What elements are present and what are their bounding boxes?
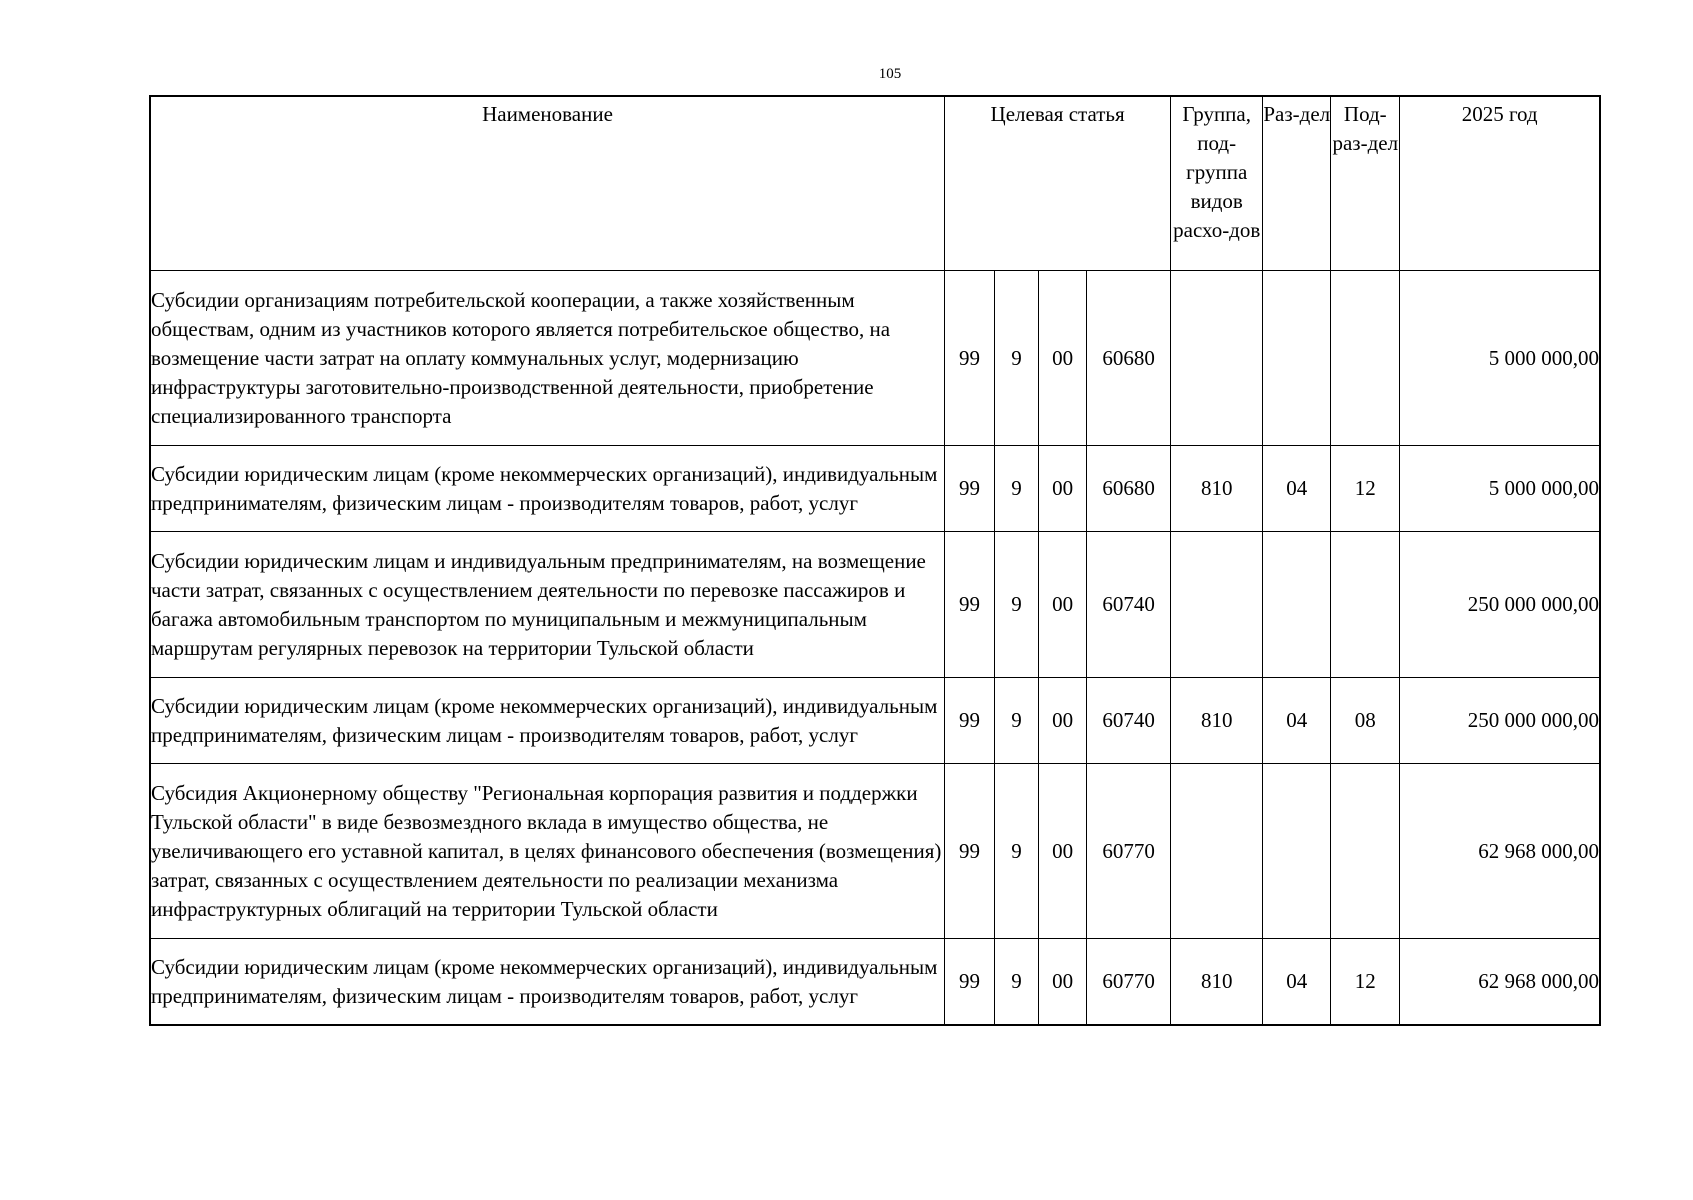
row-code-event: 00: [1039, 678, 1087, 764]
row-code-event: 00: [1039, 446, 1087, 532]
row-section: 04: [1263, 939, 1331, 1026]
row-section: 04: [1263, 678, 1331, 764]
row-code-subprogram: 9: [995, 532, 1039, 678]
row-code-subprogram: 9: [995, 446, 1039, 532]
row-name: Субсидии юридическим лицам (кроме некоммерческих организаций), индивидуальным предпринимателям, физическим лицам - производителям товаров, работ, услуг: [150, 446, 945, 532]
table-row: [150, 764, 1600, 939]
row-amount: 5 000 000,00: [1400, 446, 1600, 532]
header-name: Наименование: [150, 96, 945, 271]
row-code-subprogram: 9: [995, 678, 1039, 764]
row-code-event: 00: [1039, 764, 1087, 939]
row-code-event: 00: [1039, 939, 1087, 1026]
row-name: Субсидии юридическим лицам (кроме некоммерческих организаций), индивидуальным предпринимателям, физическим лицам - производителям товаров, работ, услуг: [150, 678, 945, 764]
row-section: 04: [1263, 446, 1331, 532]
row-amount: 62 968 000,00: [1400, 764, 1600, 939]
header-subsection: Под-раз-дел: [1331, 96, 1400, 271]
row-subsection: 12: [1331, 939, 1400, 1026]
row-code-program: 99: [945, 939, 995, 1026]
row-name: Субсидии организациям потребительской кооперации, а также хозяйственным обществам, одним из участников которого является потребительское общество, на возмещение части затрат на оплату коммунальных услуг, модернизацию инфраструктуры заготовительно-производственной деятельности, приобретение специализированного транспорта: [150, 271, 945, 446]
row-code-program: 99: [945, 678, 995, 764]
row-code-program: 99: [945, 764, 995, 939]
row-expense-group: 810: [1171, 939, 1263, 1026]
row-amount: 250 000 000,00: [1400, 678, 1600, 764]
row-section: [1263, 532, 1331, 678]
row-code-direction: 60680: [1087, 446, 1171, 532]
row-amount: 62 968 000,00: [1400, 939, 1600, 1026]
row-code-direction: 60740: [1087, 532, 1171, 678]
row-code-program: 99: [945, 446, 995, 532]
row-code-event: 00: [1039, 271, 1087, 446]
row-code-subprogram: 9: [995, 271, 1039, 446]
table-row: [150, 678, 1600, 764]
row-expense-group: [1171, 271, 1263, 446]
row-code-direction: 60680: [1087, 271, 1171, 446]
row-subsection: 12: [1331, 446, 1400, 532]
row-expense-group: 810: [1171, 446, 1263, 532]
header-year: 2025 год: [1400, 96, 1600, 271]
row-expense-group: [1171, 764, 1263, 939]
header-expense-group: Группа, под-группа видов расхо-дов: [1171, 96, 1263, 271]
table-row: [150, 532, 1600, 678]
page-number: 105: [878, 66, 902, 82]
row-expense-group: 810: [1171, 678, 1263, 764]
row-code-subprogram: 9: [995, 939, 1039, 1026]
row-code-direction: 60740: [1087, 678, 1171, 764]
row-code-program: 99: [945, 271, 995, 446]
table-row: [150, 271, 1600, 446]
table-row: [150, 939, 1600, 1026]
table-row: [150, 446, 1600, 532]
row-subsection: [1331, 764, 1400, 939]
row-code-direction: 60770: [1087, 939, 1171, 1026]
row-subsection: 08: [1331, 678, 1400, 764]
row-section: [1263, 764, 1331, 939]
row-subsection: [1331, 271, 1400, 446]
header-section: Раз-дел: [1263, 96, 1331, 271]
table-header-row: [150, 96, 1600, 271]
row-name: Субсидии юридическим лицам и индивидуальным предпринимателям, на возмещение части затрат, связанных с осуществлением деятельности по перевозке пассажиров и багажа автомобильным транспортом по муниципальным и межмуниципальным маршрутам регулярных перевозок на территории Тульской области: [150, 532, 945, 678]
row-name: Субсидии юридическим лицам (кроме некоммерческих организаций), индивидуальным предпринимателям, физическим лицам - производителям товаров, работ, услуг: [150, 939, 945, 1026]
row-code-direction: 60770: [1087, 764, 1171, 939]
budget-table: [149, 95, 1601, 1026]
row-section: [1263, 271, 1331, 446]
row-code-subprogram: 9: [995, 764, 1039, 939]
row-amount: 5 000 000,00: [1400, 271, 1600, 446]
row-expense-group: [1171, 532, 1263, 678]
row-code-event: 00: [1039, 532, 1087, 678]
row-amount: 250 000 000,00: [1400, 532, 1600, 678]
row-subsection: [1331, 532, 1400, 678]
row-code-program: 99: [945, 532, 995, 678]
row-name: Субсидия Акционерному обществу "Региональная корпорация развития и поддержки Тульской области" в виде безвозмездного вклада в имущество общества, не увеличивающего его уставной капитал, в целях финансового обеспечения (возмещения) затрат, связанных с осуществлением деятельности по реализации механизма инфраструктурных облигаций на территории Тульской области: [150, 764, 945, 939]
header-target-article: Целевая статья: [945, 96, 1171, 271]
